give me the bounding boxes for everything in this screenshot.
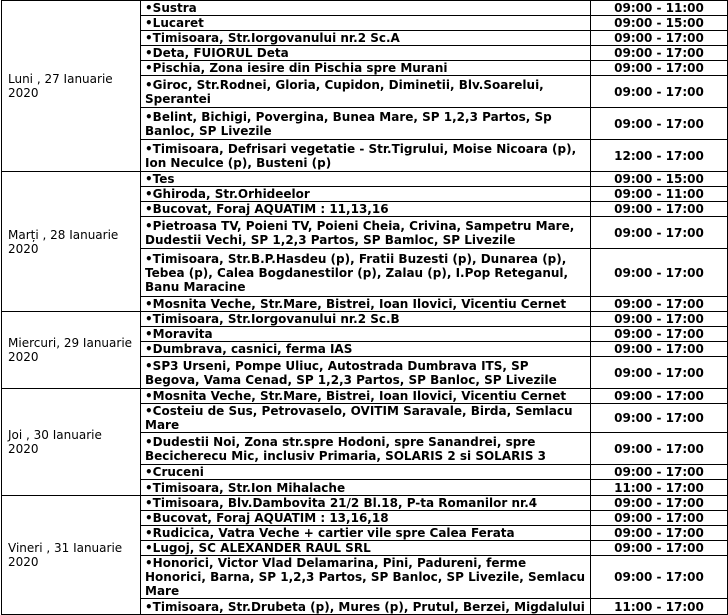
time-interval-cell: 09:00 - 17:00 [591,433,728,465]
time-interval-cell: 11:00 - 17:00 [591,599,728,615]
outage-schedule-table [1,0,728,615]
location-cell: •Bucovat, Foraj AQUATIM : 13,16,18 [141,511,591,526]
location-cell: •Pietroasa TV, Poieni TV, Poieni Cheia, Crivina, Sampetru Mare, Dudestii Vechi, SP 1,2,3 Partos, SP Bamloc, SP Livezile [141,217,591,249]
time-interval-cell: 09:00 - 17:00 [591,526,728,541]
time-interval-cell: 09:00 - 17:00 [591,76,728,108]
location-cell: •Timisoara, Str.B.P.Hasdeu (p), Fratii Buzesti (p), Dunarea (p), Tebea (p), Calea Bogdanestilor (p), Zalau (p), I.Pop Reteganul, Banu Maracine [141,249,591,297]
time-interval-cell: 09:00 - 17:00 [591,108,728,140]
time-interval-cell: 12:00 - 17:00 [591,140,728,172]
location-cell: •Timisoara, Str.Iorgovanului nr.2 Sc.B [141,312,591,327]
location-cell: •Moravita [141,327,591,342]
table-row [2,389,728,404]
location-cell: •Lugoj, SC ALEXANDER RAUL SRL [141,541,591,556]
location-cell: •Sustra [141,1,591,16]
day-label: Marți , 28 Ianuarie 2020 [2,172,141,312]
time-interval-cell: 09:00 - 17:00 [591,46,728,61]
time-interval-cell: 09:00 - 17:00 [591,511,728,526]
location-cell: •Timisoara, Defrisari vegetatie - Str.Tigrului, Moise Nicoara (p), Ion Neculce (p), Busteni (p) [141,140,591,172]
day-label: Luni , 27 Ianuarie 2020 [2,1,141,172]
day-label: Vineri , 31 Ianuarie 2020 [2,496,141,615]
time-interval-cell: 09:00 - 17:00 [591,61,728,76]
time-interval-cell: 09:00 - 17:00 [591,249,728,297]
location-cell: •Mosnita Veche, Str.Mare, Bistrei, Ioan Ilovici, Vicentiu Cernet [141,297,591,312]
location-cell: •Timisoara, Str.Iorgovanului nr.2 Sc.A [141,31,591,46]
location-cell: •Pischia, Zona iesire din Pischia spre Murani [141,61,591,76]
time-interval-cell: 09:00 - 17:00 [591,327,728,342]
day-label: Joi , 30 Ianuarie 2020 [2,389,141,496]
time-interval-cell: 09:00 - 11:00 [591,187,728,202]
time-interval-cell: 09:00 - 17:00 [591,389,728,404]
day-label: Miercuri, 29 Ianuarie 2020 [2,312,141,389]
time-interval-cell: 09:00 - 15:00 [591,172,728,187]
time-interval-cell: 09:00 - 17:00 [591,297,728,312]
location-cell: •Belint, Bichigi, Povergina, Bunea Mare, SP 1,2,3 Partos, Sp Banloc, SP Livezile [141,108,591,140]
schedule-body [2,1,728,615]
time-interval-cell: 09:00 - 17:00 [591,217,728,249]
location-cell: •Honorici, Victor Vlad Delamarina, Pini, Padureni, ferme Honorici, Barna, SP 1,2,3 Partos, SP Banloc, SP Livezile, Semlacu Mare [141,556,591,599]
time-interval-cell: 09:00 - 17:00 [591,556,728,599]
table-row [2,312,728,327]
location-cell: •Tes [141,172,591,187]
time-interval-cell: 09:00 - 11:00 [591,1,728,16]
location-cell: •Giroc, Str.Rodnei, Gloria, Cupidon, Diminetii, Blv.Soarelui, Sperantei [141,76,591,108]
table-row [2,1,728,16]
location-cell: •Bucovat, Foraj AQUATIM : 11,13,16 [141,202,591,217]
location-cell: •Dumbrava, casnici, ferma IAS [141,342,591,357]
location-cell: •Deta, FUIORUL Deta [141,46,591,61]
location-cell: •Rudicica, Vatra Veche + cartier vile spre Calea Ferata [141,526,591,541]
location-cell: •Timisoara, Blv.Dambovita 21/2 Bl.18, P-ta Romanilor nr.4 [141,496,591,511]
schedule-sheet [1,0,728,615]
location-cell: •Timisoara, Str.Drubeta (p), Mures (p), Prutul, Berzei, Migdalului [141,599,591,615]
location-cell: •Mosnita Veche, Str.Mare, Bistrei, Ioan Ilovici, Vicentiu Cernet [141,389,591,404]
table-row [2,496,728,511]
table-row [2,172,728,187]
time-interval-cell: 09:00 - 17:00 [591,404,728,433]
time-interval-cell: 09:00 - 17:00 [591,202,728,217]
location-cell: •Cruceni [141,465,591,480]
time-interval-cell: 09:00 - 17:00 [591,342,728,357]
time-interval-cell: 09:00 - 17:00 [591,496,728,511]
location-cell: •Lucaret [141,16,591,31]
location-cell: •SP3 Urseni, Pompe Uliuc, Autostrada Dumbrava ITS, SP Begova, Vama Cenad, SP 1,2,3 Partos, SP Banloc, SP Livezile [141,357,591,389]
time-interval-cell: 09:00 - 17:00 [591,465,728,480]
location-cell: •Ghiroda, Str.Orhideelor [141,187,591,202]
time-interval-cell: 09:00 - 17:00 [591,31,728,46]
time-interval-cell: 09:00 - 17:00 [591,357,728,389]
location-cell: •Timisoara, Str.Ion Mihalache [141,480,591,496]
time-interval-cell: 09:00 - 15:00 [591,16,728,31]
location-cell: •Costeiu de Sus, Petrovaselo, OVITIM Saravale, Birda, Semlacu Mare [141,404,591,433]
time-interval-cell: 09:00 - 17:00 [591,541,728,556]
location-cell: •Dudestii Noi, Zona str.spre Hodoni, spre Sanandrei, spre Becicherecu Mic, inclusiv Primaria, SOLARIS 2 si SOLARIS 3 [141,433,591,465]
time-interval-cell: 11:00 - 17:00 [591,480,728,496]
time-interval-cell: 09:00 - 17:00 [591,312,728,327]
